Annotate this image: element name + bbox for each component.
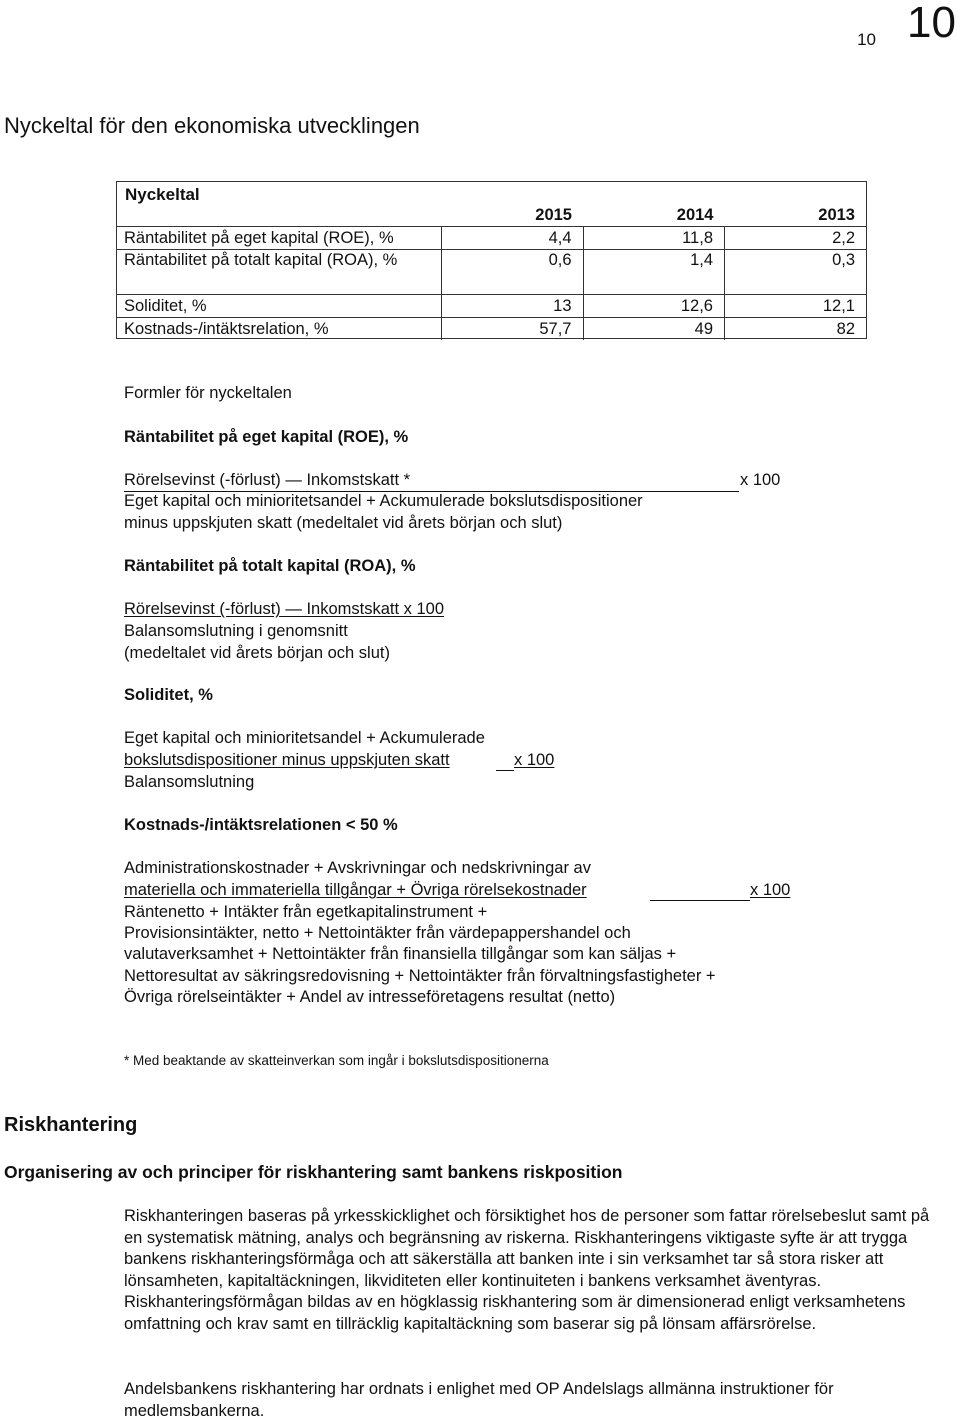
row-label: Soliditet, % <box>117 295 442 318</box>
solidity-heading: Soliditet, % <box>124 686 213 704</box>
roa-numerator: Rörelsevinst (-förlust) — Inkomstskatt x 100 <box>124 600 445 618</box>
roe-numerator: Rörelsevinst (-förlust) — Inkomstskatt * <box>124 471 411 489</box>
solidity-denominator: Balansomslutning <box>124 773 255 791</box>
cell-value: 49 <box>583 318 725 341</box>
cell-value: 1,4 <box>583 250 725 295</box>
cell-value: 2,2 <box>725 227 867 250</box>
solidity-numerator-2: bokslutsdispositioner minus uppskjuten skatt <box>124 751 450 769</box>
roa-heading: Räntabilitet på totalt kapital (ROA), % <box>124 557 416 575</box>
page-title: Nyckeltal för den ekonomiska utvecklingen <box>4 113 420 138</box>
roe-denominator-1: Eget kapital och minioritetsandel + Ackumulerade bokslutsdispositioner <box>124 492 643 510</box>
cell-value: 0,6 <box>442 250 584 295</box>
page-number-large: 10 <box>907 0 956 47</box>
cost-income-denominator-line: Räntenetto + Intäkter från egetkapitalinstrument + <box>124 903 488 921</box>
cost-income-denominator-line: Nettoresultat av säkringsredovisning + Nettointäkter från förvaltningsfastigheter + <box>124 967 716 985</box>
roa-denominator-2: (medeltalet vid årets början och slut) <box>124 644 390 662</box>
cell-value: 13 <box>442 295 584 318</box>
page-number-small: 10 <box>857 30 876 49</box>
table-row <box>117 227 866 250</box>
footnote: * Med beaktande av skatteinverkan som ingår i bokslutsdispositionerna <box>124 1053 549 1068</box>
cell-value: 12,6 <box>583 295 725 318</box>
roa-denominator-1: Balansomslutning i genomsnitt <box>124 622 348 640</box>
risk-paragraph-1: Riskhanteringen baseras på yrkesskicklighet och försiktighet hos de personer som fattar rörelsebeslut samt på en systematisk mätning, analys och begränsning av riskerna. Riskhanteringens viktigaste syfte är att trygga bankens riskhanteringsförmåga och att säkerställa att banken inte i sin verksamhet tar så stora risker att lönsamheten, kapitaltäckningen, likviditeten eller kontinuiteten i bankens verksamhet äventyras. Riskhanteringsförmågan bildas av en högklassig riskhantering som är dimensionerad enligt verksamhetens omfattning och krav samt en tillräcklig kapitaltäckning som baserar sig på lönsam affärsrörelse. <box>124 1207 930 1333</box>
table-row <box>117 295 866 318</box>
solidity-multiplier: x 100 <box>514 751 555 769</box>
solidity-numerator-1: Eget kapital och minioritetsandel + Ackumulerade <box>124 729 485 747</box>
table-row <box>117 250 866 295</box>
table-row <box>117 318 866 341</box>
year-header: 2013 <box>818 206 855 224</box>
year-header: 2015 <box>535 206 572 224</box>
year-header: 2014 <box>676 206 714 224</box>
row-label: Räntabilitet på eget kapital (ROE), % <box>117 227 442 250</box>
cell-value: 11,8 <box>583 227 725 250</box>
key-figures-grid <box>117 204 866 340</box>
cell-value: 57,7 <box>442 318 584 341</box>
roe-heading: Räntabilitet på eget kapital (ROE), % <box>124 428 409 446</box>
fraction-line <box>650 900 750 901</box>
cost-income-denominator-line: Övriga rörelseintäkter + Andel av intresseföretagens resultat (netto) <box>124 988 616 1006</box>
risk-subheading: Organisering av och principer för riskhantering samt bankens riskposition <box>4 1162 623 1182</box>
formulas-intro: Formler för nyckeltalen <box>124 384 292 402</box>
cost-income-multiplier: x 100 <box>750 881 791 899</box>
cell-value: 4,4 <box>442 227 584 250</box>
roe-multiplier: x 100 <box>740 471 781 489</box>
table-header-row <box>117 204 866 227</box>
cell-value: 82 <box>725 318 867 341</box>
key-figures-table <box>116 181 867 339</box>
key-figures-title: Nyckeltal <box>125 185 200 204</box>
row-label: Kostnads-/intäktsrelation, % <box>117 318 442 341</box>
cell-value: 0,3 <box>725 250 867 295</box>
cost-income-numerator-2: materiella och immateriella tillgångar + Övriga rörelsekostnader <box>124 881 587 899</box>
roe-denominator-2: minus uppskjuten skatt (medeltalet vid årets början och slut) <box>124 514 563 532</box>
cost-income-denominator-line: Provisionsintäkter, netto + Nettointäkter från värdepappershandel och <box>124 924 631 942</box>
fraction-line <box>496 770 514 771</box>
risk-heading: Riskhantering <box>4 1114 138 1136</box>
cost-income-heading: Kostnads-/intäktsrelationen < 50 % <box>124 816 398 834</box>
cost-income-numerator-1: Administrationskostnader + Avskrivningar och nedskrivningar av <box>124 859 591 877</box>
row-label: Räntabilitet på totalt kapital (ROA), % <box>124 251 398 269</box>
risk-paragraph-2: Andelsbankens riskhantering har ordnats i enlighet med OP Andelslags allmänna instruktioner för medlemsbankerna. <box>124 1380 834 1420</box>
cost-income-denominator-line: valutaverksamhet + Nettointäkter från finansiella tillgångar som kan säljas + <box>124 945 677 963</box>
cell-value: 12,1 <box>725 295 867 318</box>
